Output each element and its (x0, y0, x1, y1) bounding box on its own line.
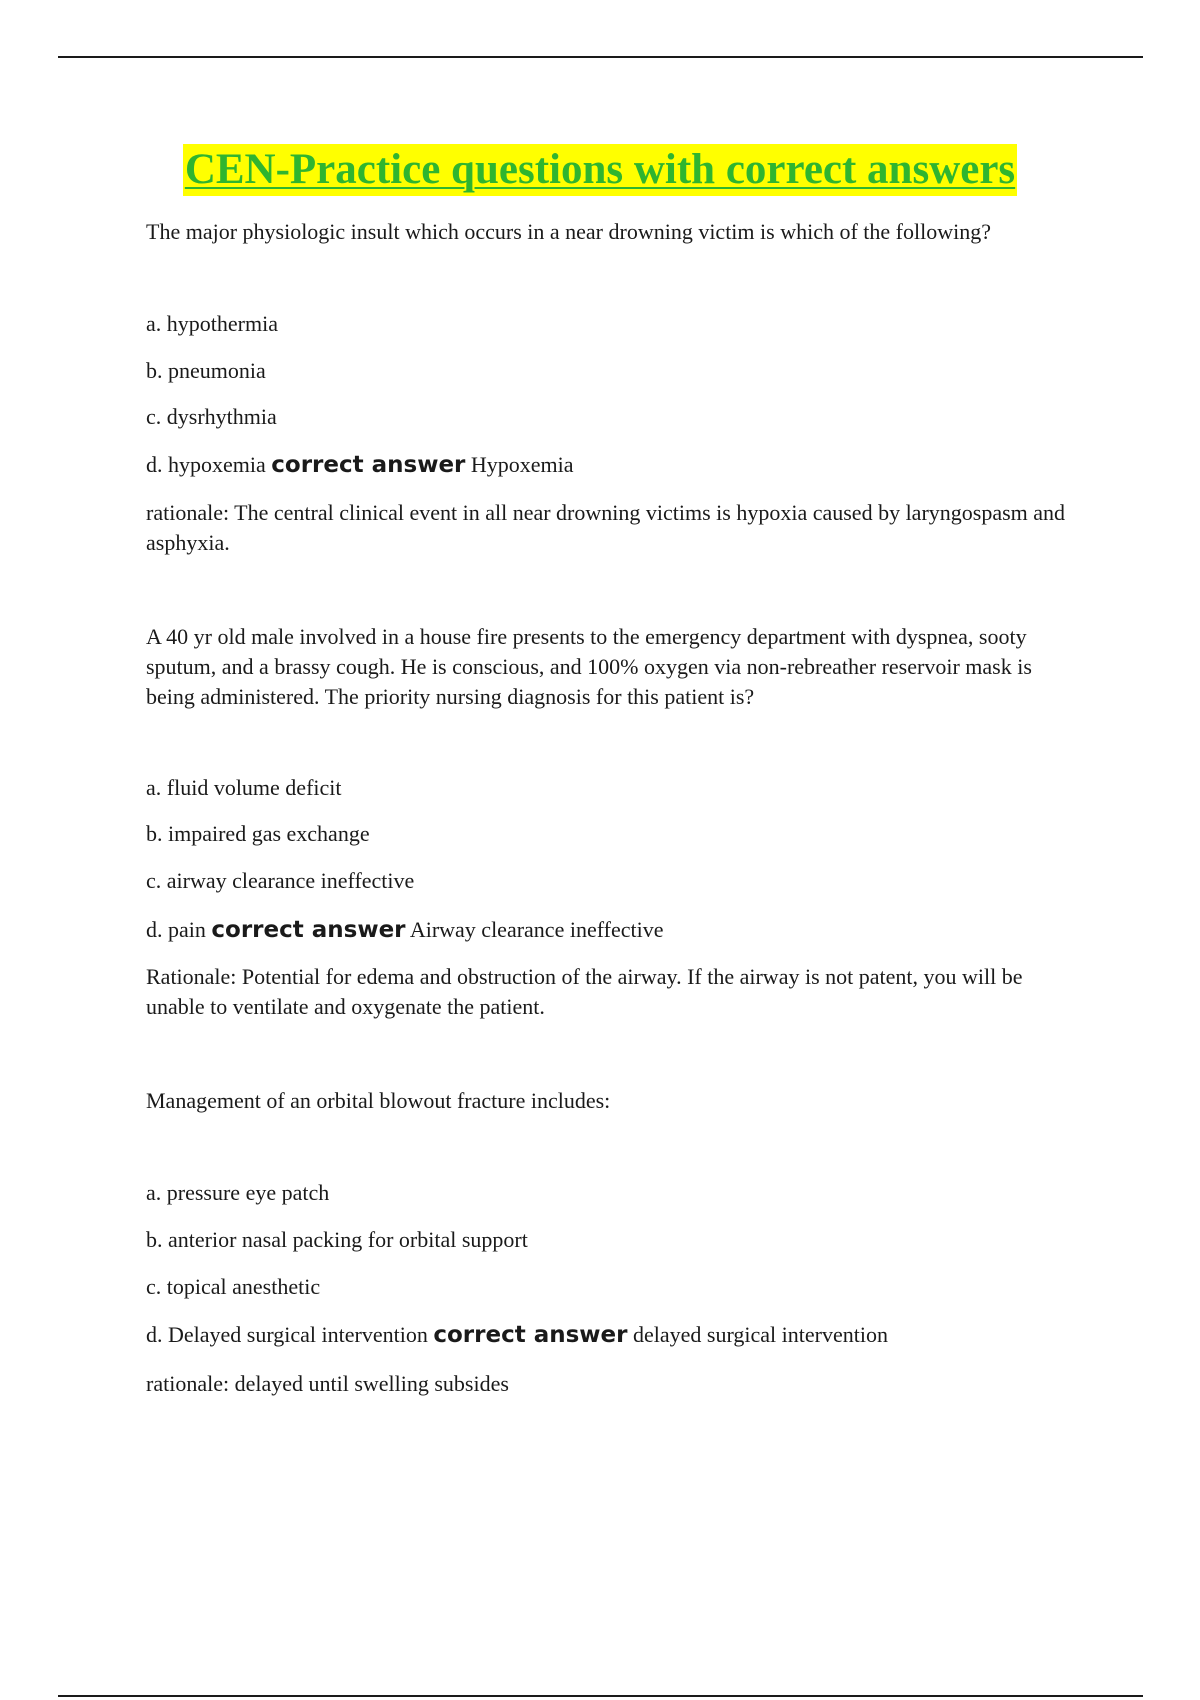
question-2-correct-answer: Airway clearance ineffective (409, 917, 664, 942)
question-2-option-c: c. airway clearance ineffective (146, 868, 415, 893)
header-rule (58, 56, 1143, 58)
question-2-correct-label: correct answer (211, 917, 406, 943)
question-3-rationale: rationale: delayed until swelling subsides (146, 1371, 509, 1396)
question-1-option-a: a. hypothermia (146, 311, 278, 336)
question-3-option-d (146, 1320, 888, 1350)
question-3-option-c: c. topical anesthetic (146, 1274, 321, 1299)
question-2-option-d (146, 915, 663, 945)
title-container (0, 144, 1200, 196)
question-2-option-b: b. impaired gas exchange (146, 821, 370, 846)
question-1-option-d-text: d. hypoxemia (146, 452, 266, 477)
question-3-option-b: b. anterior nasal packing for orbital support (146, 1227, 528, 1252)
question-1-option-b: b. pneumonia (146, 358, 266, 383)
question-3-option-a: a. pressure eye patch (146, 1180, 330, 1205)
question-3-text: Management of an orbital blowout fracture includes: (146, 1088, 611, 1113)
page-title: CEN-Practice questions with correct answers (183, 144, 1017, 196)
question-2-rationale: Rationale: Potential for edema and obstruction of the airway. If the airway is not patent, you will be unable to ventilate and oxygenate the patient. (146, 964, 1023, 1019)
question-1-correct-answer: Hypoxemia (470, 452, 574, 477)
question-3-correct-answer: delayed surgical intervention (632, 1322, 888, 1347)
footer-rule (58, 1695, 1143, 1697)
question-2-option-d-text: d. pain (146, 917, 206, 942)
question-2-option-a: a. fluid volume deficit (146, 775, 342, 800)
question-1-text: The major physiologic insult which occurs in a near drowning victim is which of the following? (146, 219, 991, 244)
question-1-rationale: rationale: The central clinical event in all near drowning victims is hypoxia caused by laryngospasm and asphyxia. (146, 500, 1066, 555)
question-1-option-d (146, 450, 574, 480)
question-3-option-d-text: d. Delayed surgical intervention (146, 1322, 428, 1347)
question-1-correct-label: correct answer (271, 452, 466, 478)
question-3-correct-label: correct answer (433, 1322, 628, 1348)
question-2-text: A 40 yr old male involved in a house fire presents to the emergency department with dyspnea, sooty sputum, and a brassy cough. He is conscious, and 100% oxygen via non-rebreather reservoir mask is being administered. The priority nursing diagnosis for this patient is? (146, 624, 1032, 709)
question-1-option-c: c. dysrhythmia (146, 404, 277, 429)
